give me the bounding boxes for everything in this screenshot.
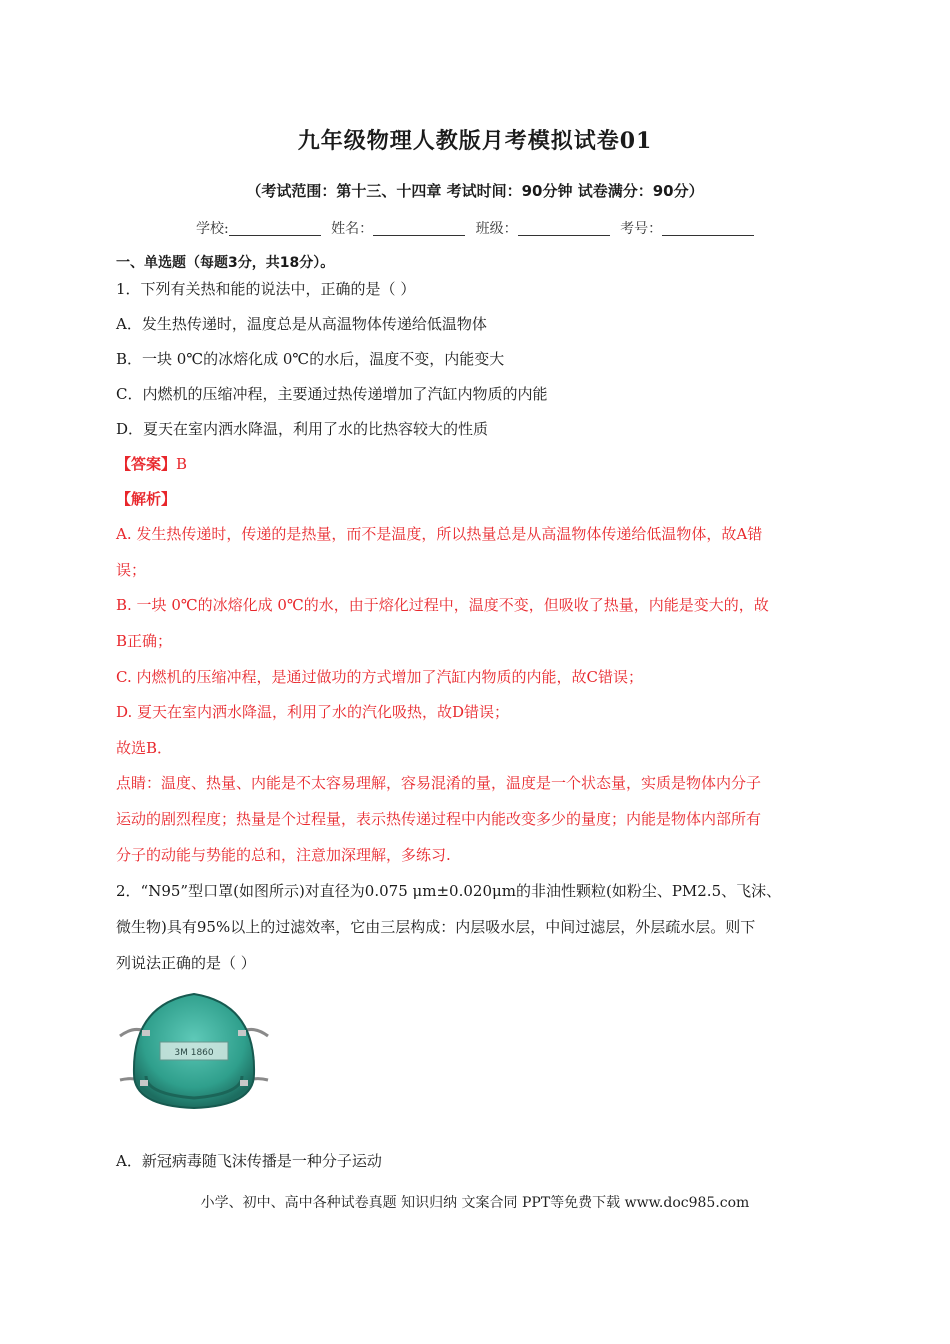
note-line2: 运动的剧烈程度；热量是个过程量，表示热传递过程中内能改变多少的量度；内能是物体内部所有 [116,810,762,828]
name-label: 姓名： [331,221,374,237]
analysis-label: 【解析】 [116,490,177,508]
answer-label: 【答案】 [116,455,177,473]
q2-stem-line3: 列说法正确的是（ ） [116,954,256,972]
student-info-line [196,218,760,238]
note-line3: 分子的动能与势能的总和，注意加深理解，多练习. [116,846,451,864]
explanation-d: D. 夏天在室内洒水降温，利用了水的汽化吸热，故D错误； [116,703,510,721]
q1-stem: 1．下列有关热和能的说法中，正确的是（ ） [116,280,416,298]
note-line1: 点睛：温度、热量、内能是不太容易理解，容易混淆的量，温度是一个状态量，实质是物体内分子 [116,774,762,792]
q1-option-c: C．内燃机的压缩冲程，主要通过热传递增加了汽缸内物质的内能 [116,385,548,403]
explanation-c: C. 内燃机的压缩冲程，是通过做功的方式增加了汽缸内物质的内能，故C错误； [116,668,643,686]
school-label: 学校: [196,221,229,237]
explanation-b-line2: B正确； [116,632,173,650]
q2-option-a: A．新冠病毒随飞沫传播是一种分子运动 [116,1152,382,1170]
q2-stem-line1: 2．“N95”型口罩(如图所示)对直径为0.075 μm±0.020μm的非油性颗粒(如粉尘、PM2.5、飞沫、 [116,882,782,900]
q1-option-b: B．一块 0℃的冰熔化成 0℃的水后，温度不变，内能变大 [116,350,505,368]
q2-stem-line2: 微生物)具有95%以上的过滤效率，它由三层构成：内层吸水层，中间过滤层，外层疏水层。则下 [116,918,756,936]
explanation-a-line2: 误； [116,561,147,579]
class-blank [518,221,610,236]
page-footer: 小学、初中、高中各种试卷真题 知识归纳 文案合同 PPT等免费下载 www.doc985.com [200,1195,750,1211]
class-label: 班级： [475,221,518,237]
q1-option-d: D．夏天在室内洒水降温，利用了水的比热容较大的性质 [116,420,489,438]
page-title: 九年级物理人教版月考模拟试卷01 [297,128,653,154]
choose-line: 故选B． [116,739,173,757]
q1-option-a: A．发生热传递时，温度总是从高温物体传递给低温物体 [116,315,487,333]
number-label: 考号： [620,221,663,237]
section-heading: 一、单选题（每题3分，共18分）。 [116,255,335,271]
number-blank [662,221,754,236]
explanation-a-line1: A. 发生热传递时，传递的是热量，而不是温度，所以热量总是从高温物体传递给低温物体，故A错 [116,525,763,543]
school-blank [229,221,321,236]
q1-answer [116,453,187,474]
exam-subtitle: （考试范围：第十三、十四章 考试时间：90分钟 试卷满分：90分） [246,182,704,200]
name-blank [373,221,465,236]
n95-mask-image [116,984,272,1112]
mask-label-text: 3M 1860 [174,1048,214,1058]
explanation-b-line1: B. 一块 0℃的冰熔化成 0℃的水，由于熔化过程中，温度不变，但吸收了热量，内能是变大的，故 [116,596,769,614]
answer-value: B [176,455,188,473]
